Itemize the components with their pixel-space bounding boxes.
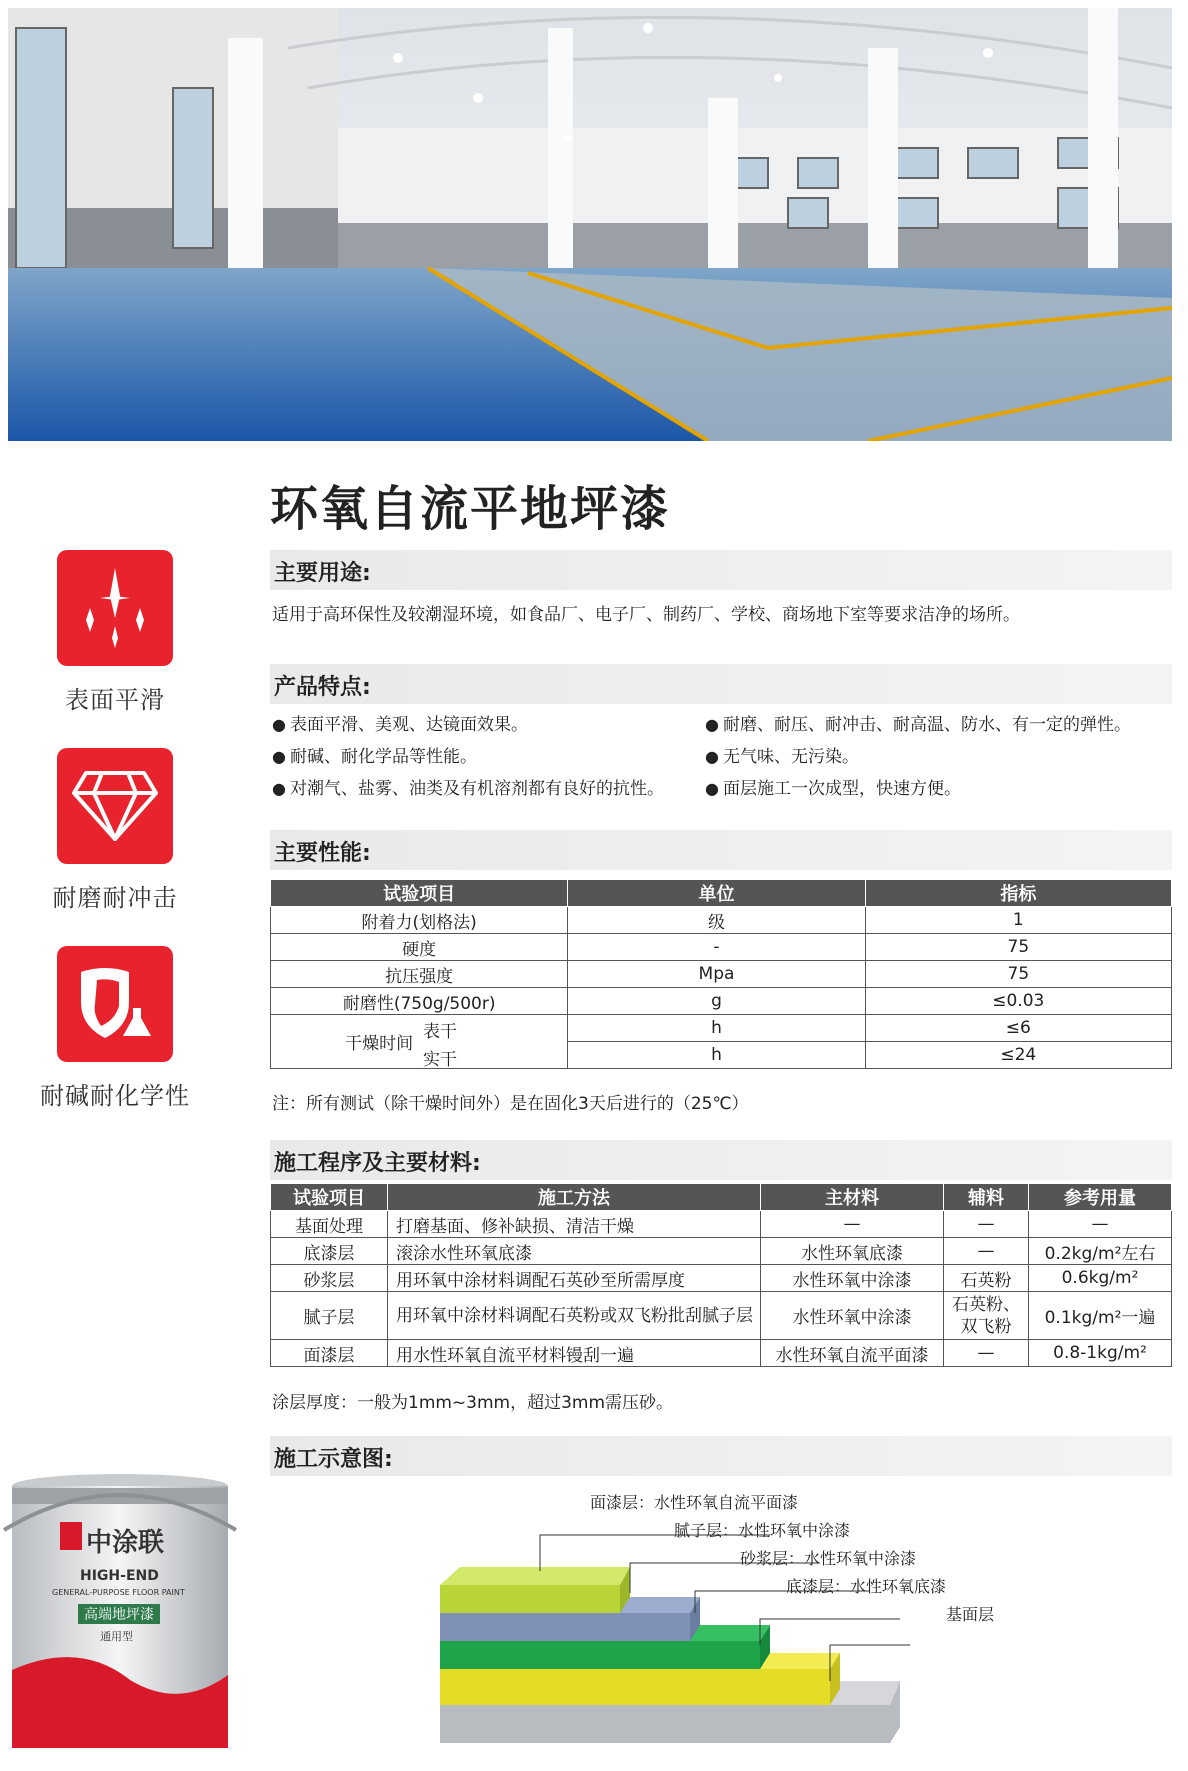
- column-header: 指标: [865, 880, 1171, 907]
- cell: —: [944, 1238, 1029, 1265]
- cell: —: [944, 1340, 1029, 1367]
- process-note: 涂层厚度：一般为1mm~3mm，超过3mm需压砂。: [272, 1393, 674, 1413]
- drying-surface: 表干: [423, 1022, 457, 1042]
- bucket-line3: 高端地坪漆: [78, 1604, 160, 1624]
- table-row: [271, 1292, 1172, 1340]
- cell: 硬度: [271, 934, 568, 961]
- cell: ≤6: [865, 1015, 1171, 1042]
- cell: 用水性环氧自流平材料镘刮一遍: [388, 1340, 761, 1367]
- features-heading: 产品特点:: [274, 675, 371, 700]
- performance-note: 注：所有测试（除干燥时间外）是在固化3天后进行的（25℃）: [272, 1094, 749, 1114]
- hero-photo: [8, 8, 1172, 441]
- performance-header: [270, 830, 1172, 870]
- cell: 打磨基面、修补缺损、清洁干燥: [388, 1211, 761, 1238]
- feature-label: 耐碱耐化学性: [40, 1082, 190, 1110]
- feature-label: 耐磨耐冲击: [52, 884, 178, 912]
- drying-hard: 实干: [423, 1050, 457, 1070]
- cell: 附着力(划格法): [271, 907, 568, 934]
- cell: —: [761, 1211, 944, 1238]
- bucket-line4: 通用型: [100, 1630, 133, 1643]
- sparkle-icon: [57, 550, 173, 666]
- cell: 75: [865, 934, 1171, 961]
- bucket-line1: HIGH-END: [80, 1568, 159, 1584]
- page-title: 环氧自流平地坪漆: [270, 481, 671, 537]
- column-header: 辅料: [944, 1184, 1029, 1211]
- feature-bullet: ● 面层施工一次成型，快速方便。: [705, 774, 961, 799]
- cell: 水性环氧底漆: [761, 1238, 944, 1265]
- table-header-row: [271, 1184, 1172, 1211]
- drying-cell: [271, 1015, 568, 1069]
- cell: 1: [865, 907, 1171, 934]
- bucket-line2: GENERAL-PURPOSE FLOOR PAINT: [52, 1588, 185, 1597]
- cell: 石英粉: [944, 1265, 1029, 1292]
- feature-bullet: ● 耐碱、耐化学品等性能。: [272, 742, 477, 767]
- feature-label: 表面平滑: [65, 686, 165, 714]
- process-heading: 施工程序及主要材料:: [274, 1151, 481, 1176]
- cell: 抗压强度: [271, 961, 568, 988]
- process-header: [270, 1140, 1172, 1180]
- cell: 耐磨性(750g/500r): [271, 988, 568, 1015]
- shield-flask-icon: [57, 946, 173, 1062]
- diagram-header: [270, 1436, 1172, 1476]
- table-row: [271, 1340, 1172, 1367]
- features-header: [270, 664, 1172, 704]
- feature-smooth: [20, 550, 210, 715]
- cell: 0.8-1kg/m²: [1029, 1340, 1172, 1367]
- table-row: [271, 1238, 1172, 1265]
- usage-heading: 主要用途:: [274, 561, 371, 586]
- table-row: [271, 961, 1172, 988]
- cell: g: [568, 988, 865, 1015]
- table-row: [271, 1015, 1172, 1042]
- table-header-row: [271, 880, 1172, 907]
- diagram-label-putty: 腻子层：水性环氧中涂漆: [674, 1521, 851, 1540]
- cell: 底漆层: [271, 1238, 388, 1265]
- cell: Mpa: [568, 961, 865, 988]
- process-table: [270, 1183, 1172, 1367]
- diagram-label-primer: 底漆层：水性环氧底漆: [786, 1577, 947, 1596]
- cell: 0.1kg/m²一遍: [1029, 1292, 1172, 1340]
- usage-text: 适用于高环保性及较潮湿环境，如食品厂、电子厂、制药厂、学校、商场地下室等要求洁净的场所。: [272, 605, 1020, 625]
- cell: 级: [568, 907, 865, 934]
- cell: 水性环氧中涂漆: [761, 1265, 944, 1292]
- feature-bullet: ● 耐磨、耐压、耐冲击、耐高温、防水、有一定的弹性。: [705, 710, 1131, 735]
- cell: 水性环氧中涂漆: [761, 1292, 944, 1340]
- bucket-brand: 中涂联: [86, 1528, 165, 1558]
- column-header: 单位: [568, 880, 865, 907]
- cell: —: [1029, 1211, 1172, 1238]
- feature-wear: [20, 748, 210, 913]
- feature-chemical: [20, 946, 210, 1111]
- cell: —: [944, 1211, 1029, 1238]
- cell: 面漆层: [271, 1340, 388, 1367]
- cell: 水性环氧自流平面漆: [761, 1340, 944, 1367]
- column-header: 施工方法: [388, 1184, 761, 1211]
- column-header: 主材料: [761, 1184, 944, 1211]
- table-row: [271, 988, 1172, 1015]
- usage-header: [270, 550, 1172, 590]
- cell: 0.2kg/m²左右: [1029, 1238, 1172, 1265]
- feature-bullet: ● 无气味、无污染。: [705, 742, 859, 767]
- table-row: [271, 934, 1172, 961]
- column-header: 参考用量: [1029, 1184, 1172, 1211]
- cell: -: [568, 934, 865, 961]
- cell: ≤0.03: [865, 988, 1171, 1015]
- table-row: [271, 1211, 1172, 1238]
- diagram-label-mortar: 砂浆层：水性环氧中涂漆: [740, 1549, 917, 1568]
- column-header: 试验项目: [271, 1184, 388, 1211]
- cell: 砂浆层: [271, 1265, 388, 1292]
- cell: h: [568, 1042, 865, 1069]
- performance-table: [270, 879, 1172, 1069]
- diagram-label-base: 基面层: [946, 1605, 995, 1624]
- diamond-icon: [57, 748, 173, 864]
- column-header: 试验项目: [271, 880, 568, 907]
- cell: 用环氧中涂材料调配石英粉或双飞粉批刮腻子层: [388, 1292, 761, 1340]
- diagram-heading: 施工示意图:: [274, 1447, 393, 1472]
- feature-bullet: ● 表面平滑、美观、达镜面效果。: [272, 710, 528, 735]
- drying-label: 干燥时间: [345, 1034, 414, 1054]
- cell: h: [568, 1015, 865, 1042]
- performance-heading: 主要性能:: [274, 841, 371, 866]
- cell: 腻子层: [271, 1292, 388, 1340]
- table-row: [271, 907, 1172, 934]
- cell: 石英粉、双飞粉: [944, 1292, 1029, 1340]
- table-row: [271, 1265, 1172, 1292]
- cell: 基面处理: [271, 1211, 388, 1238]
- cell: 用环氧中涂材料调配石英砂至所需厚度: [388, 1265, 761, 1292]
- cell: ≤24: [865, 1042, 1171, 1069]
- feature-bullet: ● 对潮气、盐雾、油类及有机溶剂都有良好的抗性。: [272, 774, 664, 799]
- cell: 0.6kg/m²: [1029, 1265, 1172, 1292]
- cell: 滚涂水性环氧底漆: [388, 1238, 761, 1265]
- diagram-label-topcoat: 面漆层：水性环氧自流平面漆: [590, 1493, 799, 1512]
- cell: 75: [865, 961, 1171, 988]
